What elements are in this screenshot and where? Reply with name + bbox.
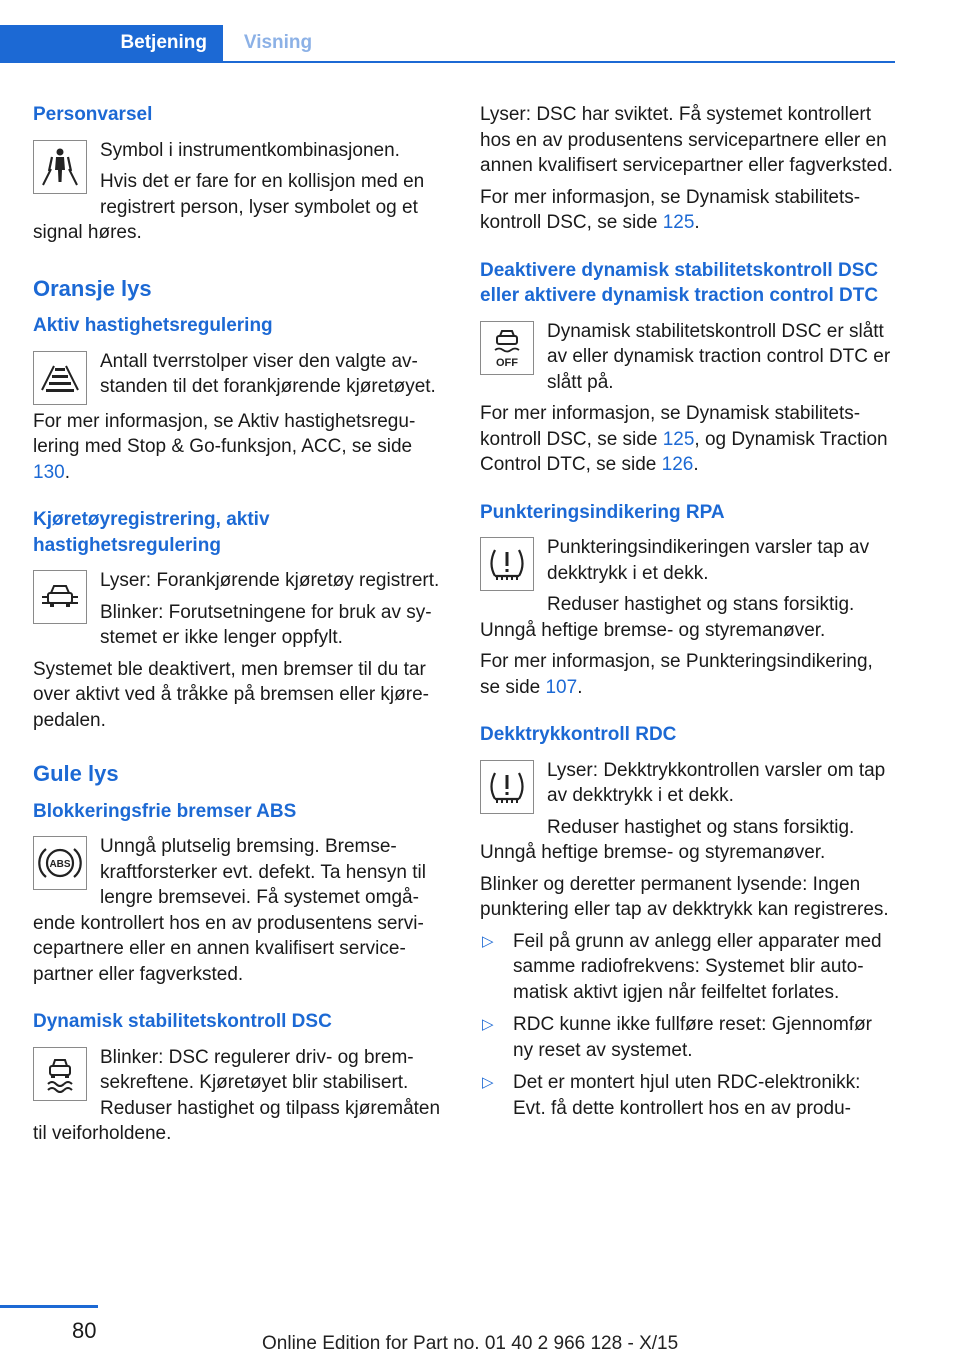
footer-edition: Online Edition for Part no. 01 40 2 966 128 - X/15 [262, 1333, 679, 1354]
rdc-text-2: Reduser hastighet og stans forsiktig. Unngå heftige bremse- og styremanøver. [480, 816, 855, 863]
personvarsel-text-1: Symbol i instrumentkombinasjonen. [100, 139, 400, 161]
rdc-bullet-list [480, 929, 895, 1122]
rdc-block [480, 758, 895, 866]
page-link-107[interactable]: 107 [545, 676, 578, 698]
rpa-more-info: For mer informasjon, se Punkteringsindikering, se side 107. [480, 651, 873, 698]
triangle-bullet-icon: ▷ [482, 1074, 494, 1091]
rpa-block [480, 535, 895, 643]
dsc-off-icon [480, 321, 534, 375]
heading-dsc: Dynamisk stabilitetskontroll DSC [33, 1011, 332, 1032]
aktiv-more-info: For mer informasjon, se Aktiv hastighetsregulering med Stop & Go-funksjon, ACC, se side 130. [33, 410, 416, 483]
rdc-text-3: Blinker og deretter permanent lysende: Ingen punktering eller tap av dekktrykk kan registreres. [480, 873, 889, 920]
list-item: ▷ Det er montert hjul uten RDC-elektronikk: Evt. få dette kontrollert hos en av produ- [482, 1072, 861, 1119]
right-column [480, 102, 895, 1128]
dsc-block [33, 1045, 448, 1147]
heading-aktiv-hastighetsregulering: Aktiv hastighetsregulering [33, 315, 273, 336]
page-link-125b[interactable]: 125 [662, 428, 695, 450]
page-link-125[interactable]: 125 [662, 212, 695, 233]
personvarsel-text-2: Hvis det er fare for en kollisjon med en registrert person, lyser symbolet og et signal høres. [33, 171, 425, 243]
abs-block [33, 834, 448, 987]
kjoretoy-text-3: Systemet ble deaktivert, men bremser til du tar over aktivt ved å tråkke på bremsen eller kjørepedalen. [33, 658, 429, 731]
deaktivere-block [480, 319, 895, 396]
pedestrian-warning-icon [33, 140, 87, 194]
header-bar [0, 25, 895, 63]
kjoretoy-block [33, 568, 448, 651]
abs-icon-label: ABS [49, 859, 71, 870]
vehicle-ahead-icon [33, 570, 87, 624]
triangle-bullet-icon: ▷ [482, 1016, 494, 1033]
footer-rule [0, 1305, 98, 1308]
page-number: 80 [72, 1318, 97, 1343]
heading-oransje-lys: Oransje lys [33, 275, 152, 301]
triangle-bullet-icon: ▷ [482, 932, 494, 950]
heading-deaktivere-dsc: Deaktivere dynamisk stabilitetskontroll DSC eller aktivere dynamisk traction control DTC [480, 259, 879, 306]
heading-kjoretoyregistrering: Kjøretøyregistrering, aktiv hastighetsregulering [33, 509, 270, 556]
heading-rdc: Dekktrykkontroll RDC [480, 724, 677, 745]
left-column [33, 102, 448, 1153]
tire-pressure-warning-icon [480, 537, 534, 591]
kjoretoy-text-2: Blinker: Forutsetningene for bruk av systemet er ikke lenger oppfylt. [100, 601, 432, 648]
heading-personvarsel: Personvarsel [33, 104, 153, 125]
abs-text-1: Unngå plutselig bremsing. Bremsekraftforsterker evt. defekt. Ta hensyn til lengre bremsevei. Få systemet omgående kontrollert hos en av produsentens servicepartnere eller en annen kvalifisert servicepartner eller fagverksted. [33, 836, 426, 985]
heading-abs: Blokkeringsfrie bremser ABS [33, 800, 297, 822]
dsc-cont-text-1: Lyser: DSC har sviktet. Få systemet kontrollert hos en av produsentens servicepartnere eller en annen kvalifisert servicepartner eller fagverksted. [480, 104, 893, 176]
deaktivere-more-info: For mer informasjon, se Dynamisk stabilitetskontroll DSC, se side 125, og Dynamisk Traction Control DTC, se side 126. [480, 403, 888, 475]
heading-rpa: Punkteringsindikering RPA [480, 501, 725, 523]
dsc-off-icon-label: OFF [496, 356, 518, 369]
deaktivere-text-1: Dynamisk stabilitetskontroll DSC er slått av eller dynamisk traction control DTC er slått på. [547, 320, 891, 393]
aktiv-block [33, 349, 448, 400]
rpa-text-1: Punkteringsindikeringen varsler tap av dekktrykk i et dekk. [547, 537, 870, 584]
kjoretoy-text-1: Lyser: Forankjørende kjøretøy registrert. [100, 570, 440, 591]
dsc-cont-more-info: For mer informasjon, se Dynamisk stabilitetskontroll DSC, se side 125. [480, 186, 861, 233]
page-link-126[interactable]: 126 [661, 454, 694, 475]
page-link-130[interactable]: 130 [33, 461, 65, 483]
tab-betjening[interactable]: Betjening [0, 25, 223, 61]
dsc-text-1: Blinker: DSC regulerer driv- og bremsekreftene. Kjøretøyet blir stabilisert. Reduser hastighet og tilpass kjøremåten til veiforholdene. [33, 1046, 441, 1144]
list-item: ▷ RDC kunne ikke fullføre reset: Gjennomfør ny reset av systemet. [482, 1014, 873, 1061]
dsc-skid-icon [33, 1047, 87, 1101]
heading-gule-lys: Gule lys [33, 761, 119, 786]
rpa-text-2: Reduser hastighet og stans forsiktig. Unngå heftige bremse- og styremanøver. [480, 594, 855, 641]
abs-icon [33, 836, 87, 890]
aktiv-text-1: Antall tverrstolper viser den valgte avstanden til det forankjørende kjøretøyet. [100, 350, 436, 397]
distance-bars-icon [33, 351, 87, 405]
personvarsel-block [33, 138, 448, 246]
list-item: ▷ Feil på grunn av anlegg eller apparater med samme radiofrekvens: Systemet blir automatisk aktivt igjen når feilfeltet forlates. [482, 930, 882, 1003]
tab-visning[interactable]: Visning [243, 32, 313, 53]
tire-pressure-monitor-icon [480, 760, 534, 814]
rdc-text-1: Lyser: Dekktrykkontrollen varsler om tap av dekktrykk i et dekk. [547, 759, 886, 806]
